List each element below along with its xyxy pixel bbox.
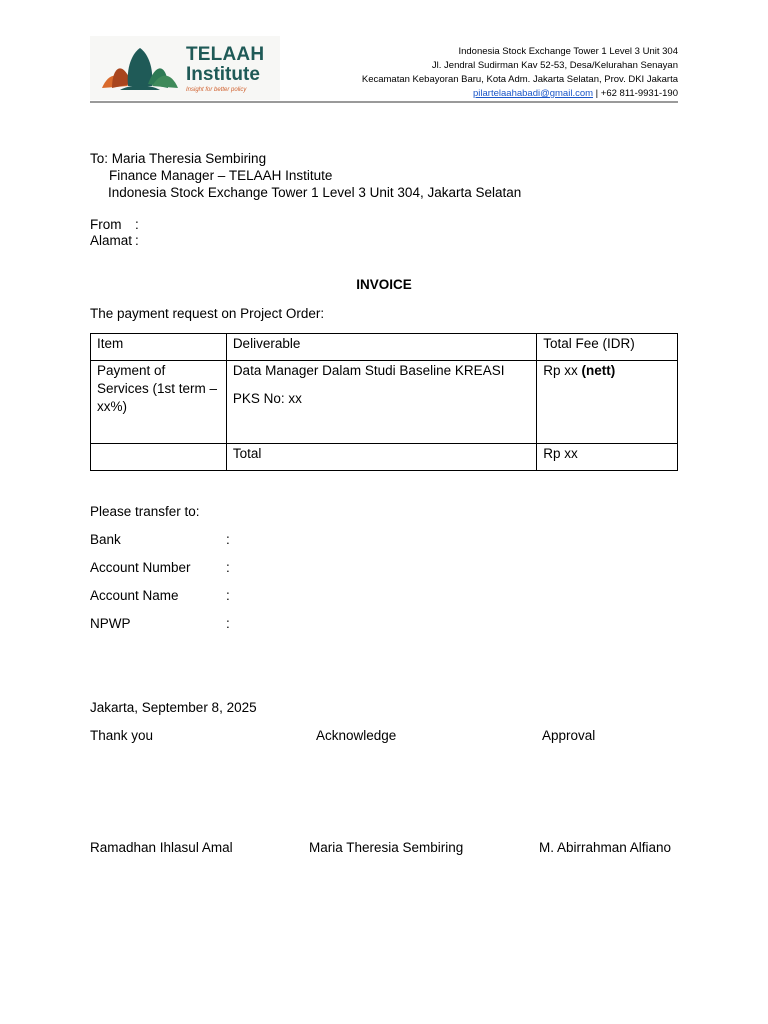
from-label: From xyxy=(90,217,122,232)
recipient-address: Indonesia Stock Exchange Tower 1 Level 3 Unit 304, Jakarta Selatan xyxy=(108,185,522,200)
bank-colon: : xyxy=(226,532,230,547)
place-date: Jakarta, September 8, 2025 xyxy=(90,700,257,715)
bank-label: Bank xyxy=(90,532,121,547)
signer-1-name: Ramadhan Ihlasul Amal xyxy=(90,840,233,855)
header-item: Item xyxy=(91,334,227,361)
deliverable-text: Data Manager Dalam Studi Baseline KREASI xyxy=(232,363,505,378)
logo-subtitle: Institute xyxy=(186,64,260,85)
transfer-heading: Please transfer to: xyxy=(90,504,200,519)
acknowledge-label: Acknowledge xyxy=(316,728,397,743)
signer-2-name: Maria Theresia Sembiring xyxy=(309,840,464,855)
account-number-colon: : xyxy=(226,560,230,575)
logo-tagline: Insight for better policy xyxy=(186,87,247,93)
total-value: Rp xx xyxy=(537,444,678,471)
recipient-position: Finance Manager – TELAAH Institute xyxy=(109,168,333,183)
header-divider xyxy=(90,101,678,103)
from-colon: : xyxy=(135,217,139,232)
table-header-row xyxy=(91,334,678,361)
alamat-label: Alamat xyxy=(90,233,133,248)
approval-label: Approval xyxy=(542,728,596,743)
invoice-intro: The payment request on Project Order: xyxy=(90,306,325,321)
cell-fee xyxy=(537,361,678,444)
recipient-to: To: Maria Theresia Sembiring xyxy=(90,151,267,166)
table-total-row xyxy=(91,444,678,471)
account-name-label: Account Name xyxy=(90,588,179,603)
address-line-1: Indonesia Stock Exchange Tower 1 Level 3 Unit 304 xyxy=(458,46,678,57)
logo-title: TELAAH xyxy=(186,44,265,65)
fee-note: (nett) xyxy=(581,363,616,378)
account-name-colon: : xyxy=(226,588,230,603)
cell-empty xyxy=(91,444,227,471)
email-link[interactable]: pilartelaahabadi@gmail.com xyxy=(473,88,594,99)
cell-deliverable xyxy=(226,361,536,444)
header-total-fee: Total Fee (IDR) xyxy=(537,334,678,361)
contact-line xyxy=(362,87,678,101)
invoice-title: INVOICE xyxy=(356,277,412,292)
company-address xyxy=(362,45,678,101)
pks-number: PKS No: xx xyxy=(232,391,302,406)
signer-3-name: M. Abirrahman Alfiano xyxy=(539,840,672,855)
address-line-2: Jl. Jendral Sudirman Kav 52-53, Desa/Kelurahan Senayan xyxy=(431,60,678,71)
table-row xyxy=(91,361,678,444)
alamat-colon: : xyxy=(135,233,139,248)
npwp-label: NPWP xyxy=(90,616,131,631)
cell-item: Payment of Services (1st term – xx%) xyxy=(91,361,227,444)
phone-number: | +62 811-9931-190 xyxy=(595,88,678,99)
lotus-logo-icon xyxy=(98,44,182,94)
total-label: Total xyxy=(226,444,536,471)
header-deliverable: Deliverable xyxy=(226,334,536,361)
fee-value: Rp xx xyxy=(543,363,578,378)
address-line-3: Kecamatan Kebayoran Baru, Kota Adm. Jakarta Selatan, Prov. DKI Jakarta xyxy=(361,74,678,85)
npwp-colon: : xyxy=(226,616,230,631)
account-number-label: Account Number xyxy=(90,560,191,575)
company-logo xyxy=(90,36,280,100)
thank-you-label: Thank you xyxy=(90,728,154,743)
invoice-table xyxy=(90,333,678,471)
